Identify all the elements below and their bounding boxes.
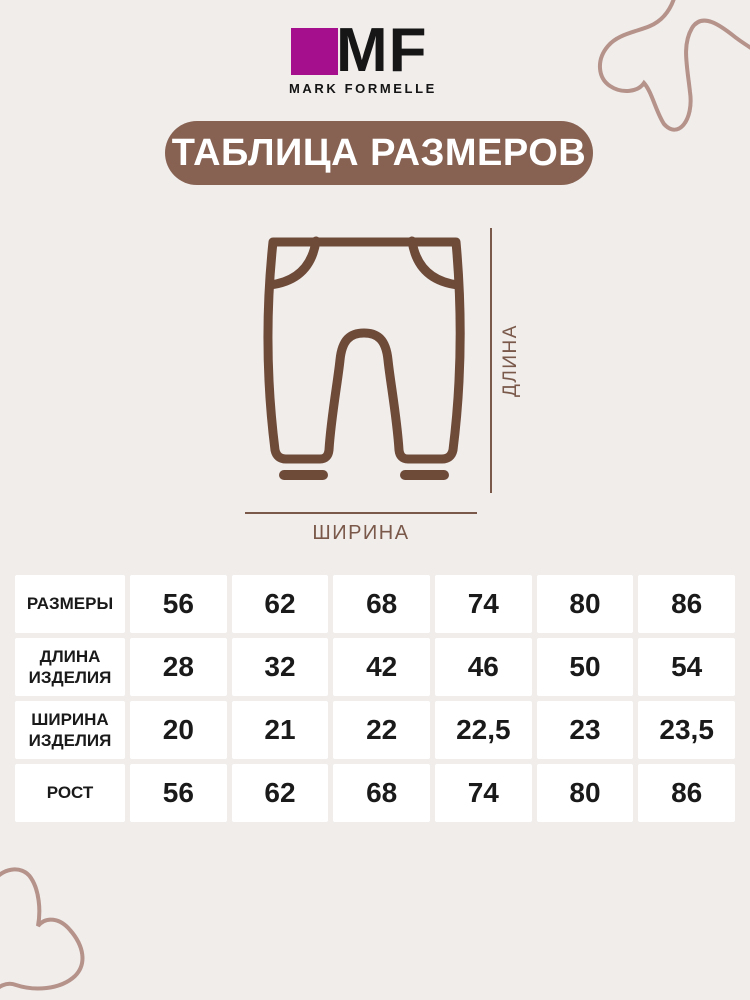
heart-decoration-icon [0, 860, 110, 1000]
table-cell: 62 [232, 575, 329, 633]
width-dimension-line [245, 512, 477, 514]
width-dimension-label: ШИРИНА [312, 522, 410, 544]
row-label: ШИРИНА ИЗДЕЛИЯ [15, 701, 125, 759]
length-dimension-line [490, 228, 492, 493]
table-cell: 23 [537, 701, 634, 759]
table-cell: 22 [333, 701, 430, 759]
row-label: РАЗМЕРЫ [15, 575, 125, 633]
pants-icon [250, 228, 485, 490]
table-cell: 32 [232, 638, 329, 696]
table-cell: 86 [638, 764, 735, 822]
row-label: ДЛИНА ИЗДЕЛИЯ [15, 638, 125, 696]
table-cell: 80 [537, 764, 634, 822]
table-cell: 22,5 [435, 701, 532, 759]
size-table [15, 575, 735, 822]
table-cell: 62 [232, 764, 329, 822]
table-cell: 42 [333, 638, 430, 696]
brand-logo-monogram: MF [336, 16, 428, 85]
table-cell: 20 [130, 701, 227, 759]
table-cell: 74 [435, 764, 532, 822]
size-chart-title-banner [165, 121, 593, 185]
brand-logo-square-icon [291, 28, 338, 75]
table-cell: 80 [537, 575, 634, 633]
table-cell: 28 [130, 638, 227, 696]
table-cell: 46 [435, 638, 532, 696]
table-cell: 74 [435, 575, 532, 633]
row-label: РОСТ [15, 764, 125, 822]
page-title: ТАБЛИЦА РАЗМЕРОВ [171, 131, 587, 174]
table-cell: 56 [130, 575, 227, 633]
heart-decoration-icon [580, 0, 750, 150]
table-cell: 21 [232, 701, 329, 759]
table-cell: 68 [333, 764, 430, 822]
brand-name: MARK FORMELLE [289, 81, 437, 96]
table-cell: 86 [638, 575, 735, 633]
length-dimension-label: ДЛИНА [500, 324, 521, 397]
table-cell: 56 [130, 764, 227, 822]
table-cell: 23,5 [638, 701, 735, 759]
table-cell: 54 [638, 638, 735, 696]
table-cell: 68 [333, 575, 430, 633]
table-cell: 50 [537, 638, 634, 696]
